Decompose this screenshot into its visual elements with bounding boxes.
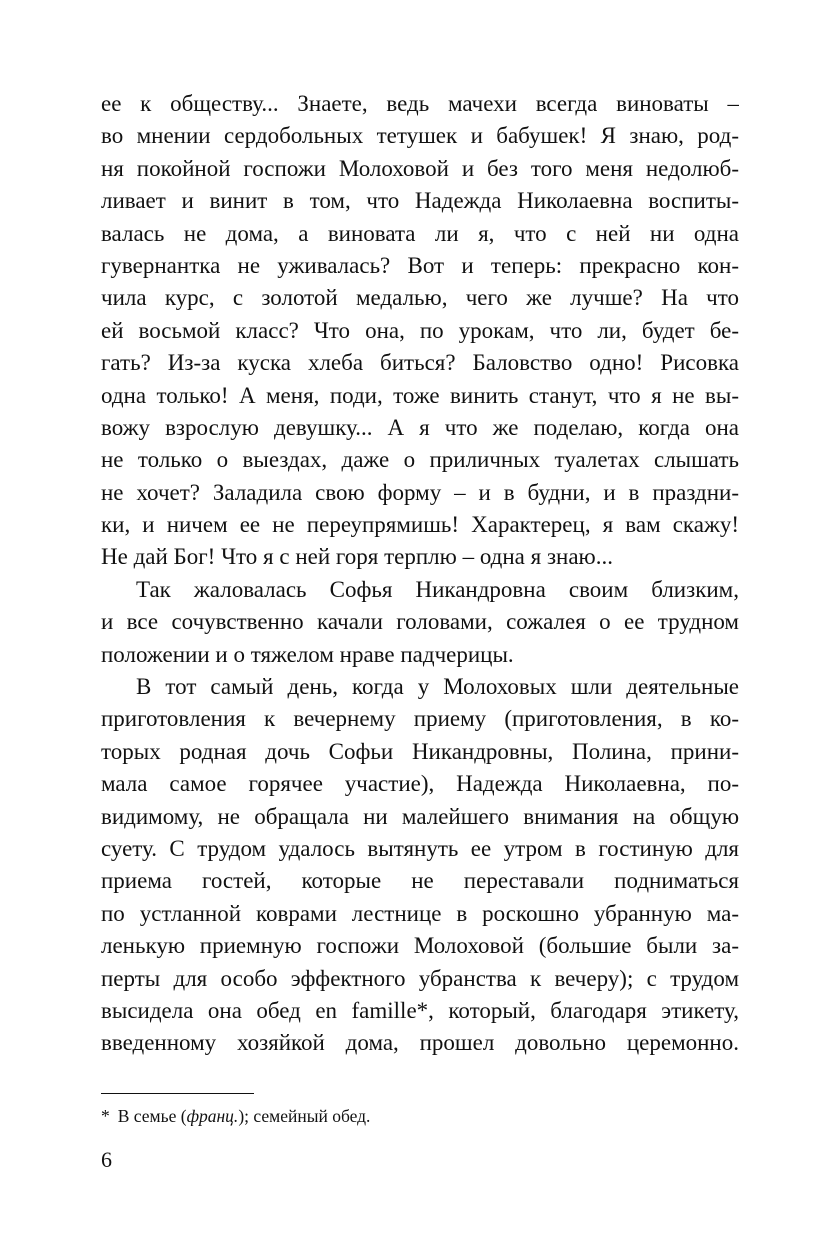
text-line: чила курс, с золотой медалью, чего же лучше? На что — [101, 285, 739, 311]
text-line: по устланной коврами лестнице в роскошно убранную ма- — [101, 900, 739, 926]
paragraph — [101, 574, 739, 671]
text-line: не только о выездах, даже о приличных туалетах слышать — [101, 447, 739, 473]
text-line: не хочет? Заладила свою форму – и в будни, и в праздни- — [101, 479, 739, 505]
text-line: Так жаловалась Софья Никандровна своим близким, — [136, 576, 739, 602]
footnote-text: В семье ( — [117, 1106, 187, 1126]
text-line: высидела она обед en famille*, который, благодаря этикету, — [101, 997, 739, 1023]
text-line: гать? Из-за куска хлеба биться? Баловство одно! Рисовка — [101, 350, 739, 376]
text-line: и все сочувственно качали головами, сожалея о ее трудном — [101, 609, 739, 635]
text-line: одна только! А меня, поди, тоже винить станут, что я не вы- — [101, 382, 739, 408]
text-line: во мнении сердобольных тетушек и бабушек! Я знаю, род- — [101, 123, 739, 149]
paragraph — [101, 671, 739, 1060]
text-line: ей восьмой класс? Что она, по урокам, что ли, будет бе- — [101, 317, 739, 343]
text-line: ня покойной госпожи Молоховой и без того меня недолюб- — [101, 155, 739, 181]
text-line: приготовления к вечернему приему (приготовления, в ко- — [101, 706, 739, 732]
footnote — [101, 1104, 370, 1128]
text-line: ленькую приемную госпожи Молоховой (большие были за- — [101, 933, 739, 959]
text-line: ливает и винит в том, что Надежда Николаевна воспиты- — [101, 188, 739, 214]
text-line: гувернантка не уживалась? Вот и теперь: прекрасно кон- — [101, 252, 739, 278]
text-line: положении и о тяжелом нраве падчерицы. — [101, 641, 514, 667]
main-text — [101, 88, 739, 1060]
text-line: торых родная дочь Софьи Никандровны, Полина, прини- — [101, 738, 739, 764]
text-line: Не дай Бог! Что я с ней горя терплю – одна я знаю... — [101, 544, 613, 570]
footnote-text-end: ); семейный обед. — [238, 1106, 371, 1126]
text-line: ее к обществу... Знаете, ведь мачехи всегда виноваты – — [101, 91, 739, 116]
text-line: приема гостей, которые не переставали подниматься — [101, 868, 739, 894]
text-line: видимому, не обращала ни малейшего внимания на общую — [101, 803, 739, 829]
text-line: В тот самый день, когда у Молоховых шли деятельные — [136, 674, 739, 700]
footnote-mark: * — [101, 1106, 110, 1126]
footnote-divider — [101, 1093, 254, 1094]
footnote-italic-text: франц. — [186, 1106, 239, 1126]
paragraph — [101, 88, 739, 574]
text-line: введенному хозяйкой дома, прошел довольно церемонно. — [101, 1030, 739, 1056]
text-line: мала самое горячее участие), Надежда Николаевна, по- — [101, 771, 739, 797]
page-number: 6 — [101, 1147, 112, 1172]
text-line: вожу взрослую девушку... А я что же поделаю, когда она — [101, 414, 739, 440]
text-line: суету. С трудом удалось вытянуть ее утром в гостиную для — [101, 835, 739, 861]
text-line: валась не дома, а виновата ли я, что с ней ни одна — [101, 220, 739, 246]
text-line: ки, и ничем ее не переупрямишь! Характерец, я вам скажу! — [101, 512, 739, 538]
text-line: перты для особо эффектного убранства к вечеру); с трудом — [101, 965, 739, 991]
